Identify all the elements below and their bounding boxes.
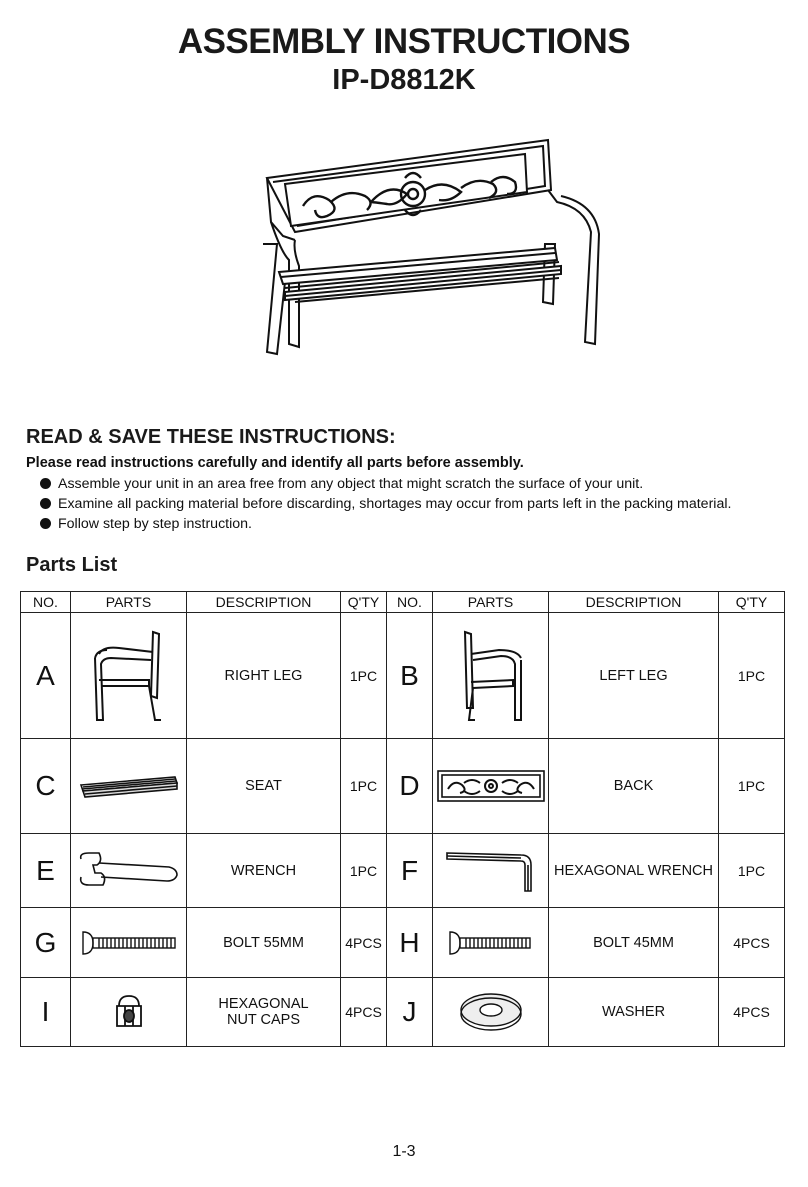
part-quantity: 1PC bbox=[341, 739, 387, 834]
part-number: B bbox=[387, 613, 433, 739]
list-item: Examine all packing material before discarding, shortages may occur from parts left in the packing material. bbox=[40, 494, 731, 514]
table-header-row bbox=[21, 592, 785, 613]
column-header: DESCRIPTION bbox=[187, 592, 341, 613]
part-number: A bbox=[21, 613, 71, 739]
list-item: Follow step by step instruction. bbox=[40, 514, 731, 534]
bullet-icon bbox=[40, 518, 51, 529]
wrench-icon bbox=[77, 851, 181, 891]
list-item: Assemble your unit in an area free from any object that might scratch the surface of your unit. bbox=[40, 474, 731, 494]
instructions-subheading: Please read instructions carefully and identify all parts before assembly. bbox=[26, 455, 524, 471]
right-leg-icon bbox=[89, 628, 169, 724]
table-row bbox=[21, 908, 785, 978]
bench-illustration bbox=[255, 132, 605, 392]
bullet-icon bbox=[40, 478, 51, 489]
part-description: HEXAGONAL NUT CAPS bbox=[187, 978, 341, 1047]
part-description: SEAT bbox=[187, 739, 341, 834]
read-save-heading: READ & SAVE THESE INSTRUCTIONS: bbox=[26, 426, 396, 448]
column-header: Q'TY bbox=[719, 592, 785, 613]
back-panel-icon bbox=[436, 769, 546, 803]
table-row bbox=[21, 613, 785, 739]
bolt-45-icon bbox=[446, 928, 536, 958]
part-quantity: 1PC bbox=[719, 739, 785, 834]
document-title: ASSEMBLY INSTRUCTIONS bbox=[177, 22, 631, 61]
part-description: HEXAGONAL WRENCH bbox=[549, 834, 719, 908]
part-number: F bbox=[387, 834, 433, 908]
column-header: PARTS bbox=[433, 592, 549, 613]
instructions-list bbox=[40, 474, 731, 534]
part-quantity: 1PC bbox=[719, 613, 785, 739]
part-quantity: 4PCS bbox=[719, 978, 785, 1047]
part-quantity: 4PCS bbox=[341, 978, 387, 1047]
part-quantity: 4PCS bbox=[341, 908, 387, 978]
part-number: H bbox=[387, 908, 433, 978]
part-description: WRENCH bbox=[187, 834, 341, 908]
part-number: I bbox=[21, 978, 71, 1047]
column-header: Q'TY bbox=[341, 592, 387, 613]
hex-wrench-icon bbox=[441, 847, 541, 895]
table-row bbox=[21, 978, 785, 1047]
model-number: IP-D8812K bbox=[332, 64, 476, 96]
column-header: NO. bbox=[21, 592, 71, 613]
page-number: 1-3 bbox=[392, 1143, 416, 1160]
part-number: J bbox=[387, 978, 433, 1047]
part-description: BOLT 55MM bbox=[187, 908, 341, 978]
left-leg-icon bbox=[451, 628, 531, 724]
table-row bbox=[21, 739, 785, 834]
parts-table bbox=[20, 591, 785, 1047]
part-description: BOLT 45MM bbox=[549, 908, 719, 978]
part-quantity: 1PC bbox=[341, 834, 387, 908]
part-quantity: 4PCS bbox=[719, 908, 785, 978]
washer-icon bbox=[456, 990, 526, 1034]
column-header: PARTS bbox=[71, 592, 187, 613]
part-description: LEFT LEG bbox=[549, 613, 719, 739]
part-number: D bbox=[387, 739, 433, 834]
part-quantity: 1PC bbox=[341, 613, 387, 739]
parts-list-heading: Parts List bbox=[26, 554, 118, 576]
part-number: C bbox=[21, 739, 71, 834]
seat-icon bbox=[77, 771, 181, 801]
part-number: E bbox=[21, 834, 71, 908]
part-quantity: 1PC bbox=[719, 834, 785, 908]
table-row bbox=[21, 834, 785, 908]
part-description: WASHER bbox=[549, 978, 719, 1047]
column-header: NO. bbox=[387, 592, 433, 613]
nut-cap-icon bbox=[109, 992, 149, 1032]
part-number: G bbox=[21, 908, 71, 978]
part-description: BACK bbox=[549, 739, 719, 834]
bolt-55-icon bbox=[79, 928, 179, 958]
part-description: RIGHT LEG bbox=[187, 613, 341, 739]
column-header: DESCRIPTION bbox=[549, 592, 719, 613]
bullet-icon bbox=[40, 498, 51, 509]
